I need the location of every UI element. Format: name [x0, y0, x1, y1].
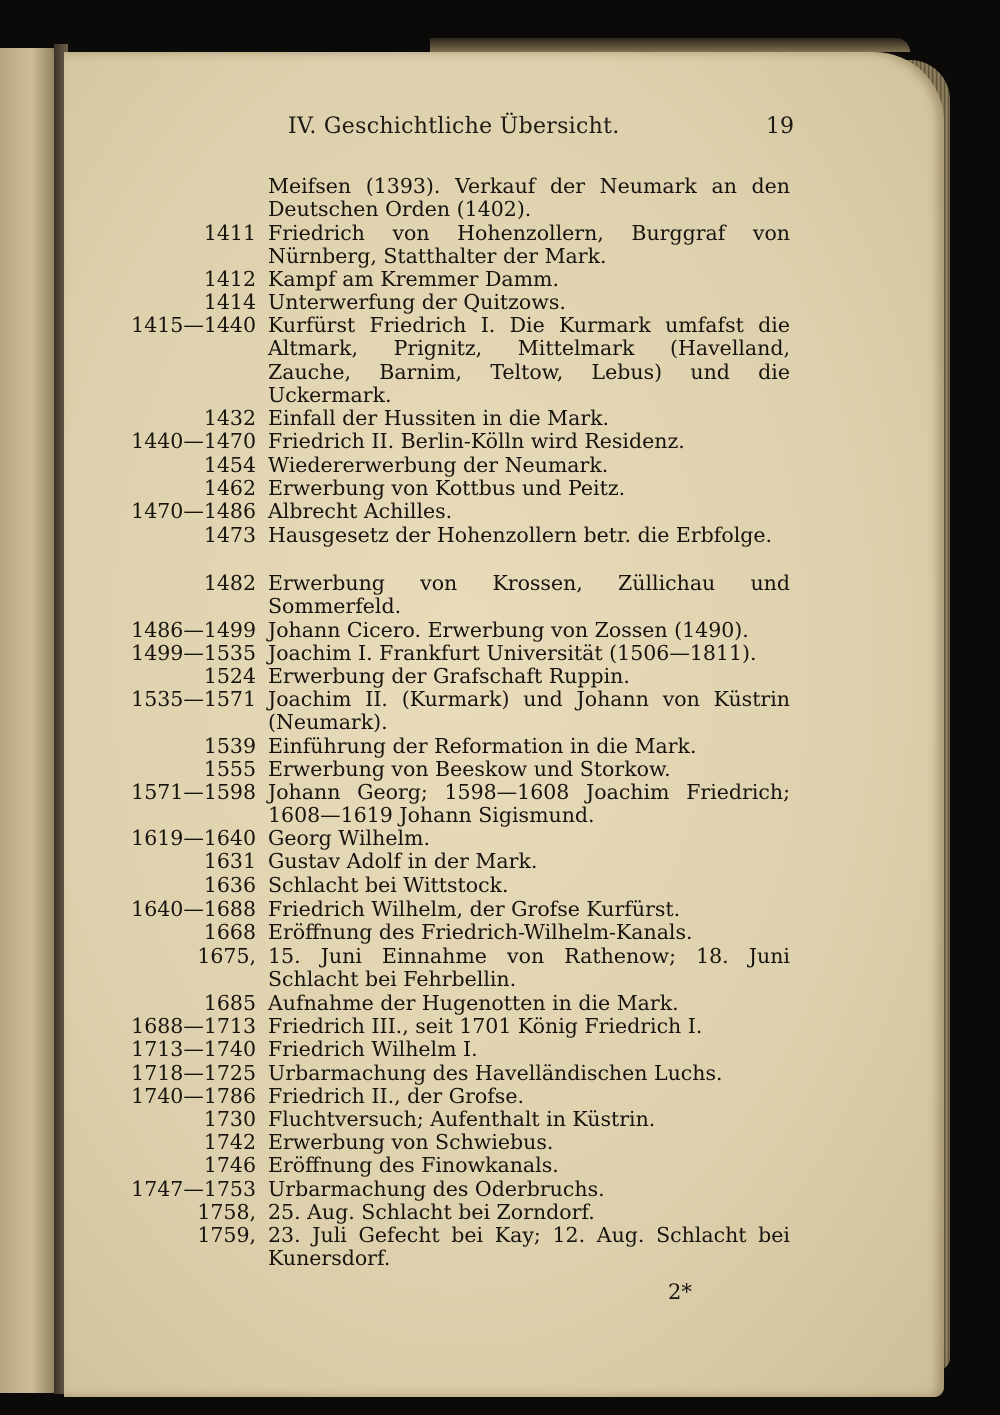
entry-text: Georg Wilhelm. — [268, 826, 430, 850]
entry-year: 1415—1440 — [131, 313, 256, 337]
entry-text: Urbarmachung des Havelländischen Luchs. — [268, 1061, 723, 1085]
entry-text: Erwerbung von Krossen, Züllichau und Sommerfeld. — [268, 571, 790, 619]
entry-text: Erwerbung von Kottbus und Peitz. — [268, 476, 626, 500]
entry-text: Kampf am Kremmer Damm. — [268, 267, 560, 291]
entry-text: Aufnahme der Hugenotten in die Mark. — [268, 991, 679, 1015]
entry-text: Einführung der Reformation in die Mark. — [268, 734, 697, 758]
entry-year: 1742 — [203, 1130, 256, 1154]
entry-text: Wiedererwerbung der Neumark. — [268, 453, 609, 477]
entry-year: 1636 — [203, 873, 256, 897]
entry-text: Einfall der Hussiten in die Mark. — [268, 406, 610, 430]
entry-text: Friedrich Wilhelm, der Grofse Kurfürst. — [268, 897, 681, 921]
entry-year: 1619—1640 — [131, 826, 256, 850]
entry-year: 1411 — [203, 221, 256, 245]
entry-year: 1462 — [203, 476, 256, 500]
entry-text: Fluchtversuch; Aufenthalt in Küstrin. — [268, 1107, 656, 1131]
entry-text: Hausgesetz der Hohenzollern betr. die Erbfolge. — [268, 523, 773, 547]
entry-text: Gustav Adolf in der Mark. — [268, 849, 538, 873]
entry-year: 1473 — [203, 523, 256, 547]
entry-text: Friedrich II., der Grofse. — [268, 1084, 524, 1108]
entry-text: Erwerbung der Grafschaft Ruppin. — [268, 664, 630, 688]
entry-year: 1685 — [203, 991, 256, 1015]
entry-year: 1759, — [197, 1223, 256, 1247]
entry-text: Unterwerfung der Quitzows. — [268, 290, 566, 314]
entry-year: 1482 — [203, 571, 256, 595]
entry-text: Erwerbung von Schwiebus. — [268, 1130, 554, 1154]
entry-year: 1486—1499 — [131, 618, 256, 642]
entry-year: 1688—1713 — [131, 1014, 256, 1038]
entry-text: Friedrich von Hohenzollern, Burggraf von Nürnberg, Statthalter der Mark. — [268, 221, 790, 269]
entry-year: 1730 — [203, 1107, 256, 1131]
entry-year: 1740—1786 — [131, 1084, 256, 1108]
chapter-title: IV. Geschichtliche Übersicht. — [288, 114, 620, 139]
entry-year: 1535—1571 — [131, 687, 256, 711]
entry-year: 1454 — [203, 453, 256, 477]
entry-year: 1440—1470 — [131, 429, 256, 453]
entry-year: 1747—1753 — [131, 1177, 256, 1201]
entry-year: 1631 — [203, 849, 256, 873]
entry-year: 1758, — [197, 1200, 256, 1224]
entry-text: Johann Cicero. Erwerbung von Zossen (1490). — [268, 618, 749, 642]
entry-text: Kurfürst Friedrich I. Die Kurmark umfafst die Altmark, Prignitz, Mittelmark (Havelland, Zauche, Barnim, Teltow, Lebus) und die Uckermark. — [268, 313, 790, 407]
entry-year: 1718—1725 — [131, 1061, 256, 1085]
entry-text: Joachim I. Frankfurt Universität (1506—1811). — [268, 641, 757, 665]
entry-text: Friedrich III., seit 1701 König Friedrich I. — [268, 1014, 703, 1038]
entry-text: Meifsen (1393). Verkauf der Neumark an den Deutschen Orden (1402). — [268, 174, 790, 222]
entry-year: 1555 — [203, 757, 256, 781]
entry-year: 1539 — [203, 734, 256, 758]
entry-year: 1571—1598 — [131, 780, 256, 804]
entry-year: 1668 — [203, 920, 256, 944]
entry-year: 1746 — [203, 1153, 256, 1177]
entry-year: 1412 — [203, 267, 256, 291]
entry-text: Schlacht bei Wittstock. — [268, 873, 509, 897]
entry-text: Eröffnung des Friedrich-Wilhelm-Kanals. — [268, 920, 693, 944]
entry-year: 1432 — [203, 406, 256, 430]
entry-text: 23. Juli Gefecht bei Kay; 12. Aug. Schlacht bei Kunersdorf. — [268, 1223, 790, 1271]
entry-year: 1499—1535 — [131, 641, 256, 665]
entry-year: 1470—1486 — [131, 499, 256, 523]
entry-year: 1640—1688 — [131, 897, 256, 921]
entry-text: 25. Aug. Schlacht bei Zorndorf. — [268, 1200, 595, 1224]
entry-text: Friedrich Wilhelm I. — [268, 1037, 478, 1061]
entry-year: 1524 — [203, 664, 256, 688]
entry-text: Erwerbung von Beeskow und Storkow. — [268, 757, 671, 781]
page-number: 19 — [766, 114, 794, 139]
entry-text: Eröffnung des Finowkanals. — [268, 1153, 559, 1177]
entry-year: 1414 — [203, 290, 256, 314]
entry-year: 1675, — [197, 944, 256, 968]
entry-text: Johann Georg; 1598—1608 Joachim Friedrich; 1608—1619 Johann Sigismund. — [268, 780, 790, 828]
entry-text: Joachim II. (Kurmark) und Johann von Küstrin (Neumark). — [268, 687, 790, 735]
entry-text: Friedrich II. Berlin-Kölln wird Residenz. — [268, 429, 685, 453]
signature-mark: 2* — [668, 1280, 692, 1304]
entry-year: 1713—1740 — [131, 1037, 256, 1061]
entry-text: Albrecht Achilles. — [268, 499, 453, 523]
entry-text: 15. Juni Einnahme von Rathenow; 18. Juni Schlacht bei Fehrbellin. — [268, 944, 790, 992]
entry-text: Urbarmachung des Oderbruchs. — [268, 1177, 605, 1201]
